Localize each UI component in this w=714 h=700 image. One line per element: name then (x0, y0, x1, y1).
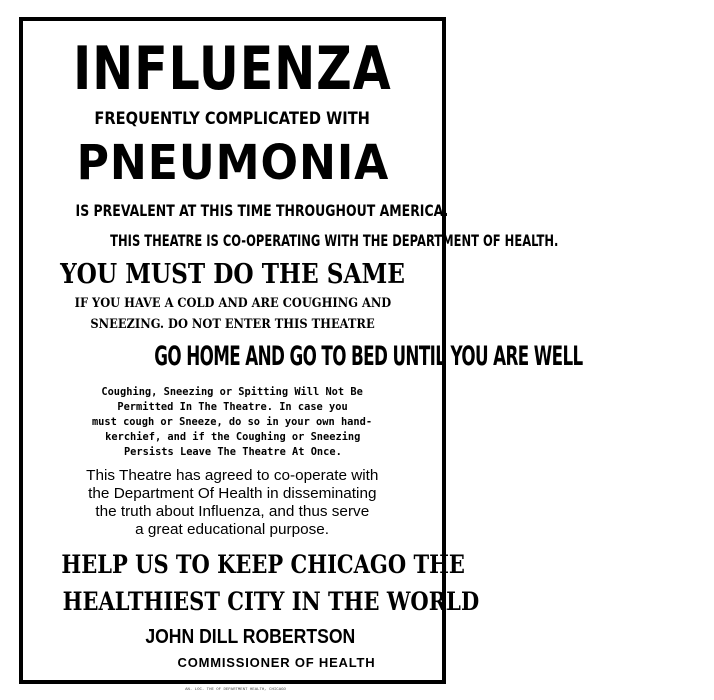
subheading (23, 111, 442, 128)
agreement-line (23, 521, 442, 539)
instructions-line-text: must cough or Sneeze, do so in your own hand- (92, 415, 373, 428)
cold-warning-line-2 (23, 318, 442, 331)
agreement-line (23, 467, 442, 485)
slogan-text-2: HEALTHIEST CITY IN THE WORLD (62, 587, 480, 616)
go-home-text: GO HOME AND GO TO BED UNTIL YOU ARE WELL (154, 341, 583, 372)
agreement-line-text: the Department Of Health in disseminating (88, 485, 377, 502)
instructions-line (23, 414, 442, 429)
printer-imprint: AN. LOC. THE OF DEPARTMENT HEALTH, CHICAGO (185, 688, 286, 692)
go-home-line (23, 341, 583, 372)
headline-text: INFLUENZA (73, 34, 392, 104)
agreement-line (23, 503, 442, 521)
slogan-line-2 (23, 587, 480, 616)
instructions-line (23, 384, 442, 399)
instructions-line-text: Permitted In The Theatre. In case you (117, 400, 348, 413)
signatory-name-text: JOHN DILL ROBERTSON (145, 626, 356, 648)
cold-warning-line-1 (23, 297, 442, 310)
call-to-action (23, 261, 442, 288)
slogan-line-1 (23, 550, 465, 579)
agreement-line-text: This Theatre has agreed to co-operate with (86, 467, 379, 484)
subheading-text: FREQUENTLY COMPLICATED WITH (94, 109, 371, 129)
instructions-paragraph (23, 384, 442, 459)
disease-heading (23, 135, 442, 191)
agreement-line (23, 485, 442, 503)
instructions-line-text: Persists Leave The Theatre At Once. (123, 445, 342, 458)
slogan-text-1: HELP US TO KEEP CHICAGO THE (61, 550, 465, 579)
poster-frame (19, 17, 583, 684)
signatory-title (67, 656, 486, 669)
call-to-action-text: YOU MUST DO THE SAME (60, 259, 405, 290)
instructions-line (23, 429, 442, 444)
cold-warning-text-1: IF YOU HAVE A COLD AND ARE COUGHING AND (74, 296, 391, 311)
cooperation-line (23, 231, 559, 250)
instructions-line-text: kerchief, and if the Coughing or Sneezing (104, 430, 361, 443)
agreement-paragraph (23, 467, 442, 539)
instructions-line-text: Coughing, Sneezing or Spitting Will Not Be (101, 385, 364, 398)
instructions-line (23, 399, 442, 414)
disease-text: PNEUMONIA (76, 135, 389, 191)
prevalence-text: IS PREVALENT AT THIS TIME THROUGHOUT AMERICA. (75, 201, 449, 220)
cold-warning-text-2: SNEEZING. DO NOT ENTER THIS THEATRE (90, 317, 375, 332)
headline (23, 34, 442, 104)
signatory-title-text: COMMISSIONER OF HEALTH (177, 655, 376, 670)
instructions-line (23, 444, 442, 459)
cooperation-text: THIS THEATRE IS CO-OPERATING WITH THE DEPARTMENT OF HEALTH. (110, 231, 559, 250)
signatory-name (41, 627, 460, 647)
agreement-line-text: a great educational purpose. (135, 521, 330, 538)
agreement-line-text: the truth about Influenza, and thus serve (95, 503, 370, 520)
prevalence-line (23, 201, 449, 220)
